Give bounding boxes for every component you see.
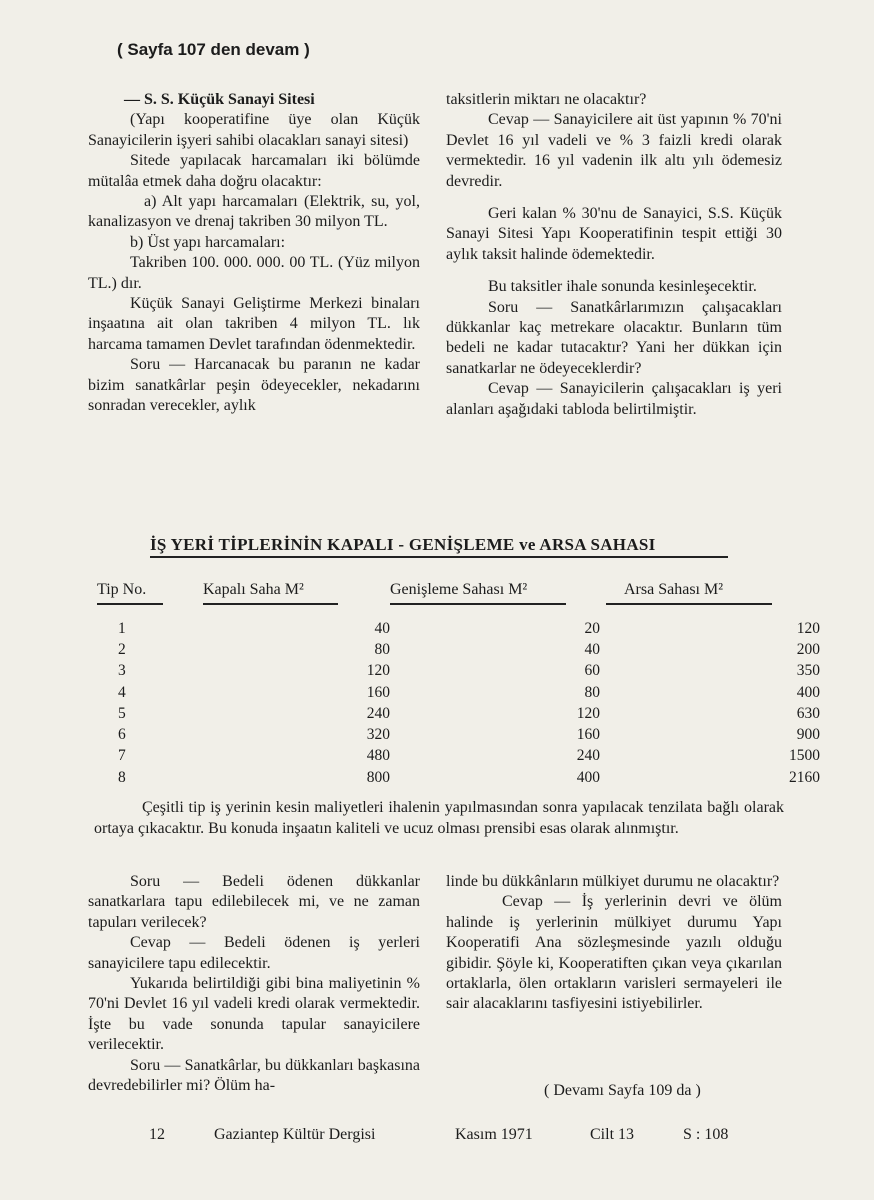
table-cell: 2160 — [789, 768, 820, 786]
page-number: 12 — [149, 1126, 165, 1143]
journal-name: Gaziantep Kültür Dergisi — [214, 1126, 376, 1143]
cost-note — [94, 797, 784, 839]
table-cell: 400 — [796, 683, 820, 701]
paragraph: Soru — Sanatkârlarımızın çalışacakları dükkanlar kaç metrekare olacaktır. Bunların tüm bedeli ne kadar tutacaktır? Yani her dükkan için sanatkarlar ne ödeyeceklerdir? — [446, 298, 782, 377]
table-cell: 7 — [118, 747, 126, 765]
paragraph: Bu taksitler ihale sonunda kesinleşecektir. — [488, 278, 757, 296]
title-rule — [150, 556, 728, 558]
paragraph: Cevap — Sanayicilerin çalışacakları iş yeri alanları aşağıdaki tabloda belirtilmiştir. — [446, 380, 782, 418]
table-cell: 40 — [584, 640, 600, 658]
header-rule — [390, 603, 566, 605]
right-column-2 — [446, 872, 782, 1015]
issue-date: Kasım 1971 — [455, 1126, 533, 1143]
table-cell: 900 — [796, 726, 820, 744]
table-title: İŞ YERİ TİPLERİNİN KAPALI - GENİŞLEME ve ARSA SAHASI — [150, 535, 656, 554]
table-row — [118, 682, 820, 703]
paragraph: Küçük Sanayi Geliştirme Merkezi binaları inşaatına ait olan takriben 4 milyon TL. lık harcama tamamen Devlet tarafından ödenmektedir. — [88, 295, 420, 353]
table-row — [118, 639, 820, 660]
table-row — [118, 618, 820, 639]
paragraph: (Yapı kooperatifine üye olan Küçük Sanayicilerin işyeri sahibi olacakları sanayi sitesi) — [88, 111, 420, 149]
table-cell: 1500 — [789, 747, 820, 765]
table-cell: 3 — [118, 662, 126, 680]
table-row — [118, 746, 820, 767]
table-cell: 350 — [796, 662, 820, 680]
table-cell: 160 — [366, 683, 390, 701]
table-row — [118, 724, 820, 745]
table-row — [118, 661, 820, 682]
table-row — [118, 767, 820, 788]
table-cell: 240 — [576, 747, 600, 765]
table-cell: 6 — [118, 726, 126, 744]
header-rule — [606, 603, 772, 605]
table-cell: 4 — [118, 683, 126, 701]
paragraph: Cevap — İş yerlerinin devri ve ölüm halinde iş yerlerinin mülkiyet durumu Yapı Kooperatifi Ana sözleşmesinde yazılı olduğu gibidir. Şöyle ki, Kooperatiften çıkan veya çıkarılan ortaklarla, ölen ortakların varisleri sermayeleri ile sair alacaklarını tasfiyesini istiyebilirler. — [446, 893, 782, 1013]
column-header-arsa: Arsa Sahası M² — [624, 581, 724, 598]
table-cell: 120 — [796, 619, 820, 637]
table-cell: 200 — [796, 640, 820, 658]
table-cell: 630 — [796, 704, 820, 722]
paragraph: Takriben 100. 000. 000. 00 TL. (Yüz milyon TL.) dır. — [88, 254, 420, 292]
column-header-kapali: Kapalı Saha M² — [203, 581, 304, 598]
note-text: Çeşitli tip iş yerinin kesin maliyetleri ihalenin yapılmasından sonra yapılacak tenzilata bağlı olarak ortaya çıkacaktır. Bu konuda inşaatın kaliteli ve ucuz olması prensibi esas olarak alınmıştır. — [94, 799, 784, 837]
left-column — [88, 90, 420, 417]
continued-on-note: ( Devamı Sayfa 109 da ) — [544, 1082, 701, 1099]
table-row — [118, 703, 820, 724]
table-cell: 320 — [366, 726, 390, 744]
paragraph: Soru — Harcanacak bu paranın ne kadar bizim sanatkârlar peşin ödeyecekler, nekadarını sonradan verecekler, aylık — [88, 356, 420, 415]
column-header-genisleme: Genişleme Sahası M² — [390, 581, 528, 598]
table-cell: 160 — [576, 726, 600, 744]
page-reference: S : 108 — [683, 1126, 729, 1143]
paragraph: Cevap — Sanayicilere ait üst yapının % 70'ni Devlet 16 yıl vadeli ve % 3 faizli kredi olarak vermektedir. 16 yıl vadenin ilk altı yılı ödemesiz devredir. — [446, 111, 782, 190]
column-header-tip: Tip No. — [97, 581, 147, 598]
header-rule — [97, 603, 163, 605]
table-cell: 8 — [118, 768, 126, 786]
section-heading: — S. S. Küçük Sanayi Sitesi — [124, 91, 315, 108]
table-cell: 80 — [584, 683, 600, 701]
table-cell: 400 — [576, 768, 600, 786]
table-cell: 120 — [366, 662, 390, 680]
table-cell: 40 — [374, 619, 390, 637]
continued-from-header: ( Sayfa 107 den devam ) — [117, 40, 310, 59]
paragraph: a) Alt yapı harcamaları (Elektrik, su, yol, kanalizasyon ve drenaj takriben 30 milyon TL. — [88, 193, 420, 231]
table-cell: 80 — [374, 640, 390, 658]
paragraph: Yukarıda belirtildiği gibi bina maliyetinin % 70'ni Devlet 16 yıl vadeli kredi olarak vermektedir. İşte bu vade sonunda tapular sanayicilere verilecektir. — [88, 975, 420, 1054]
table-cell: 1 — [118, 619, 126, 637]
table-cell: 2 — [118, 640, 126, 658]
table-cell: 60 — [584, 662, 600, 680]
table-cell: 20 — [584, 619, 600, 637]
paragraph: Soru — Bedeli ödenen dükkanlar sanatkarlara tapu edilebilecek mi, ve ne zaman tapuları verilecek? — [88, 873, 420, 931]
paragraph: taksitlerin miktarı ne olacaktır? — [446, 91, 647, 108]
table-cell: 800 — [366, 768, 390, 786]
volume: Cilt 13 — [590, 1126, 635, 1143]
workplace-types-table — [118, 618, 820, 788]
header-rule — [203, 603, 338, 605]
paragraph: Cevap — Bedeli ödenen iş yerleri sanayicilere tapu edilecektir. — [88, 934, 420, 972]
table-cell: 240 — [366, 704, 390, 722]
right-column — [446, 90, 782, 420]
table-cell: 120 — [576, 704, 600, 722]
paragraph: b) Üst yapı harcamaları: — [130, 233, 286, 251]
paragraph: Soru — Sanatkârlar, bu dükkanları başkasına devredebilirler mi? Ölüm ha- — [88, 1056, 420, 1095]
table-cell: 480 — [366, 747, 390, 765]
paragraph: linde bu dükkânların mülkiyet durumu ne olacaktır? — [446, 873, 780, 890]
paragraph: Geri kalan % 30'nu de Sanayici, S.S. Küçük Sanayi Sitesi Yapı Kooperatifinin tespit ettiği 30 aylık taksit halinde ödemektedir. — [446, 205, 782, 263]
table-cell: 5 — [118, 704, 126, 722]
left-column-2 — [88, 872, 420, 1096]
paragraph: Sitede yapılacak harcamaları iki bölümde mütalâa etmek daha doğru olacaktır: — [88, 152, 420, 190]
